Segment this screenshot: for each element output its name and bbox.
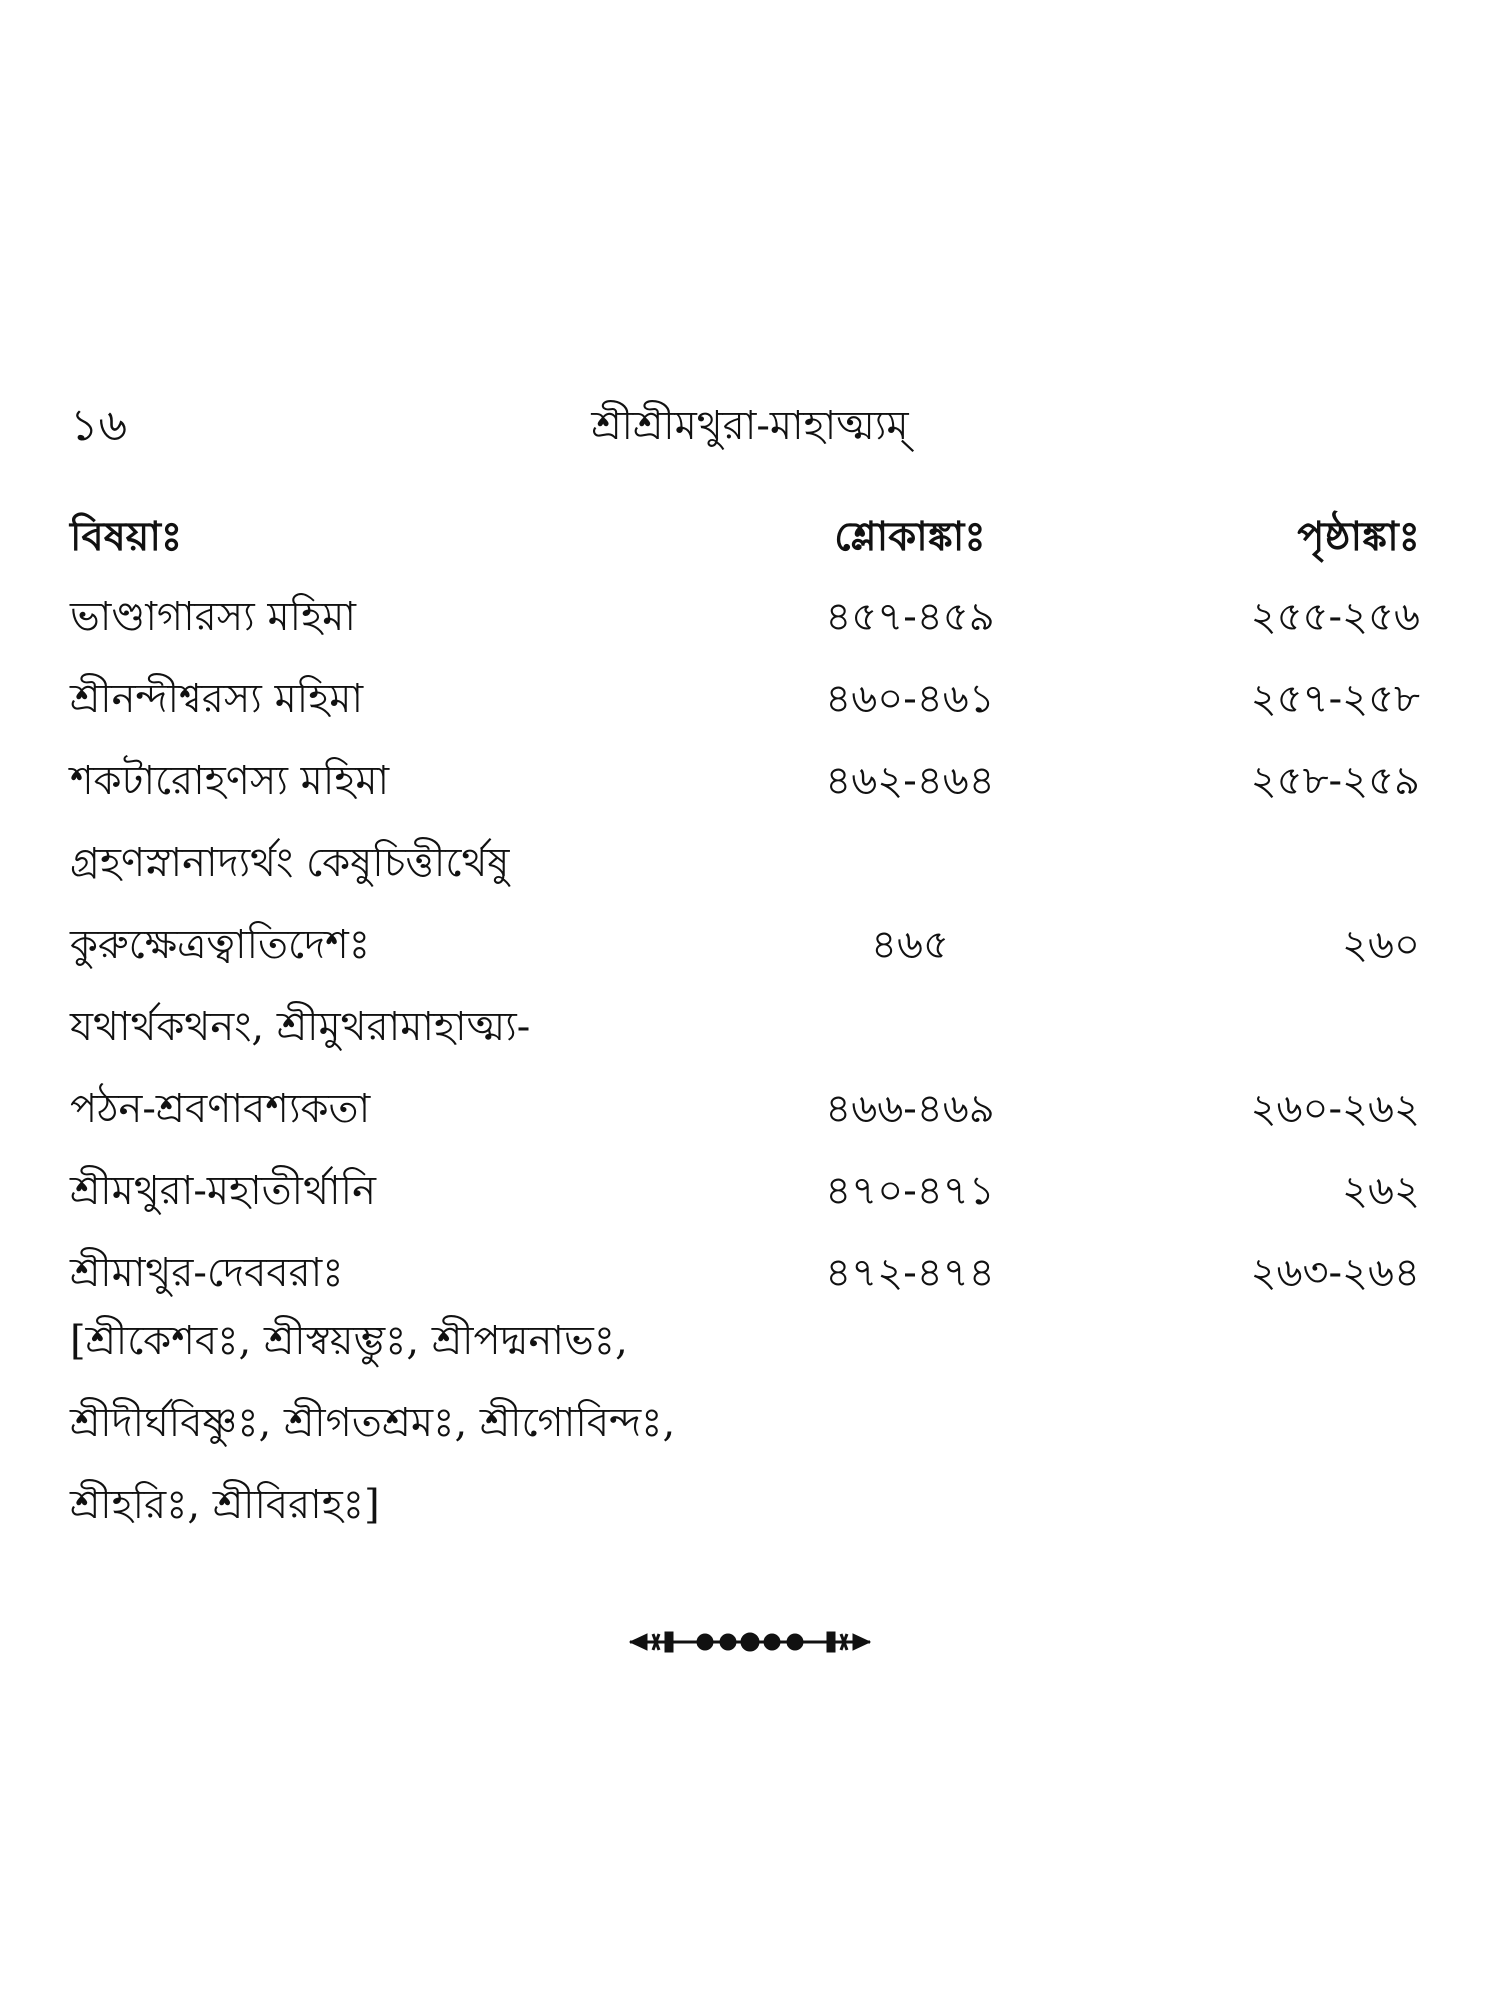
toc-table — [70, 505, 1420, 1323]
toc-page: ২৬০-২৬২ — [1250, 1086, 1420, 1132]
toc-subject: কুরুক্ষেত্রত্বাতিদেশঃ — [70, 922, 371, 968]
ornament-divider-icon — [625, 1622, 875, 1662]
toc-shloka: ৪৬২-৪৬৪ — [825, 758, 995, 804]
deity-list-note — [70, 1300, 970, 1546]
toc-shloka: ৪৬০-৪৬১ — [825, 676, 995, 722]
column-header-shloka: শ্লোকাঙ্কাঃ — [834, 513, 986, 560]
toc-subject: শ্রীমাথুর-দেববরাঃ — [70, 1250, 344, 1296]
toc-subject: যথার্থকথনং, শ্রীমুথরামাহাত্ম্য- — [70, 1004, 531, 1050]
toc-header-row — [70, 505, 1420, 585]
toc-row — [70, 913, 1420, 995]
toc-subject: পঠন-শ্রবণাবশ্যকতা — [70, 1086, 371, 1132]
note-line: শ্রীদীর্ঘবিষ্ণুঃ, শ্রীগতশ্রমঃ, শ্রীগোবিন্দঃ, — [70, 1400, 676, 1446]
toc-shloka: ৪৭২-৪৭৪ — [825, 1250, 995, 1296]
toc-subject: শ্রীমথুরা-মহাতীর্থানি — [70, 1168, 376, 1214]
note-line: [শ্রীকেশবঃ, শ্রীস্বয়ম্ভুঃ, শ্রীপদ্মনাভঃ, — [70, 1318, 628, 1364]
toc-row — [70, 1077, 1420, 1159]
toc-page: ২৫৮-২৫৯ — [1250, 758, 1420, 804]
toc-page: ২৬৩-২৬৪ — [1250, 1250, 1420, 1296]
toc-shloka: ৪৬৫ — [871, 922, 949, 968]
toc-page: ২৬০ — [1341, 922, 1420, 968]
toc-row — [70, 831, 1420, 913]
toc-shloka: ৪৫৭-৪৫৯ — [825, 594, 995, 640]
toc-row — [70, 585, 1420, 667]
toc-row — [70, 1159, 1420, 1241]
column-header-page: পৃষ্ঠাঙ্কাঃ — [1297, 513, 1420, 560]
toc-shloka: ৪৬৬-৪৬৯ — [825, 1086, 995, 1132]
toc-page: ২৫৭-২৫৮ — [1250, 676, 1420, 722]
toc-subject: ভাণ্ডাগারস্য মহিমা — [70, 594, 356, 640]
toc-page: ২৬২ — [1341, 1168, 1420, 1214]
page-number: ১৬ — [70, 400, 128, 451]
toc-row — [70, 749, 1420, 831]
toc-subject: শকটারোহণস্য মহিমা — [70, 758, 390, 804]
toc-row — [70, 995, 1420, 1077]
toc-subject: গ্রহণস্নানাদ্যর্থং কেষুচিত্তীর্থেষু — [70, 840, 510, 886]
toc-row — [70, 667, 1420, 749]
running-title: শ্রীশ্রীমথুরা-মাহাত্ম্যম্ — [591, 403, 909, 449]
note-line: শ্রীহরিঃ, শ্রীবিরাহঃ] — [70, 1482, 380, 1528]
toc-shloka: ৪৭০-৪৭১ — [825, 1168, 995, 1214]
column-header-subject: বিষয়াঃ — [70, 513, 183, 560]
toc-subject: শ্রীনন্দীশ্বরস্য মহিমা — [70, 676, 364, 722]
toc-page: ২৫৫-২৫৬ — [1250, 594, 1420, 640]
